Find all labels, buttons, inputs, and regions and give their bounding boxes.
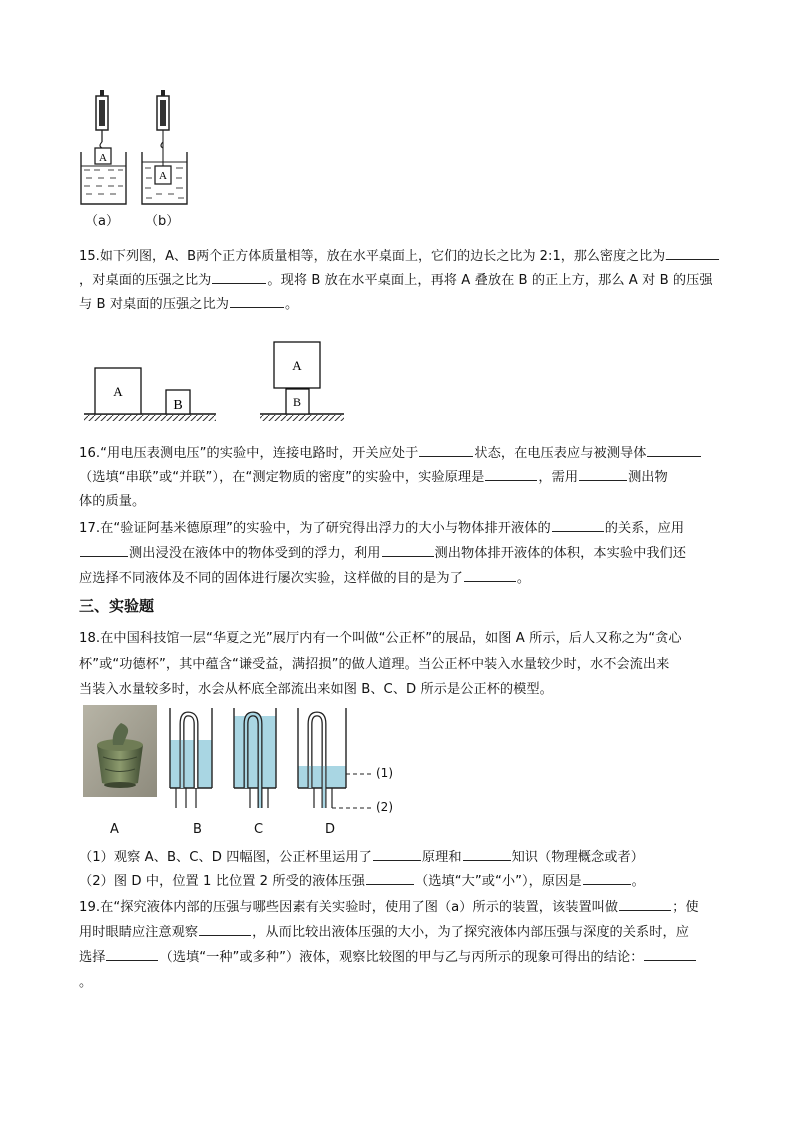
figure-label-a: A <box>110 822 119 837</box>
q15-text: 15.如下列图，A、B两个正方体质量相等，放在水平桌面上，它们的边长之比为 2:1，那么密度之比为 <box>79 249 666 264</box>
answer-blank[interactable] <box>666 247 719 260</box>
q15-text: ，对桌面的压强之比为 <box>79 273 212 288</box>
q16-text: 状态，在电压表应与被测导体 <box>474 446 647 461</box>
answer-blank[interactable] <box>382 544 434 557</box>
figure-label-b: B <box>193 822 202 837</box>
cup-model-d <box>298 708 372 808</box>
ground-right <box>260 414 344 421</box>
q15-text: 与 B 对桌面的压强之比为 <box>79 297 229 312</box>
q17-text: 17.在“验证阿基米德原理”的实验中，为了研究得出浮力的大小与物体排开液体的 <box>79 521 551 536</box>
cup-model-b <box>170 708 212 808</box>
answer-blank[interactable] <box>552 519 604 532</box>
answer-blank[interactable] <box>579 468 627 481</box>
q18-line-1: 18.在中国科技馆一层“华夏之光”展厅内有一个叫做“公正杯”的展品，如图 A 所示，后人又称之为“贪心 <box>79 631 682 646</box>
spring-scale-b <box>157 90 169 166</box>
q17-text: 应选择不同液体及不同的固体进行屡次实验，这样做的目的是为了 <box>79 571 463 586</box>
cube-b-label: B <box>292 395 302 409</box>
q19-text: 19.在“探究液体内部的压强与哪些因素有关实验时，使用了图（a）所示的装置，该装置叫做 <box>79 900 619 915</box>
cubes-figure <box>82 338 344 428</box>
q15-line-1 <box>79 247 720 267</box>
q18-text: 原理和 <box>421 850 462 865</box>
q18-text: （选填“大”或“小”），原因是 <box>415 874 582 889</box>
q18-text: （1）观察 A、B、C、D 四幅图，公正杯里运用了 <box>79 850 372 865</box>
cube-a-label: A <box>113 384 123 399</box>
q16-line-3 <box>79 492 145 512</box>
spring-scale-a <box>96 90 108 148</box>
q19-text: （选填“一种”或多种”）液体，观察比较图的甲与乙与丙所示的现象可得出的结论： <box>159 950 644 965</box>
section-heading: 三、实验题 <box>79 597 155 615</box>
svg-text:A: A <box>99 152 107 164</box>
q17-line-1 <box>79 519 684 539</box>
q19-text: 用时眼睛应注意观察 <box>79 925 199 940</box>
q15-text: 。现将 B 放在水平桌面上，再将 A 叠放在 B 的正上方，那么 A 对 B 的压强 <box>267 273 713 288</box>
q15-line-3 <box>79 295 298 315</box>
answer-blank[interactable] <box>366 872 414 885</box>
q19-line-1 <box>79 898 699 918</box>
figure-label-b: （b） <box>145 214 180 229</box>
figure-label-c: C <box>254 822 264 837</box>
position-1-label: (1) <box>376 766 393 780</box>
q17-text: 。 <box>516 571 531 586</box>
answer-blank[interactable] <box>373 848 421 861</box>
answer-blank[interactable] <box>463 848 511 861</box>
q17-text: 测出物体排开液体的体积，本实验中我们还 <box>434 546 687 561</box>
q16-text: 体的质量。 <box>79 494 146 509</box>
q16-line-2 <box>79 468 668 488</box>
answer-blank[interactable] <box>644 948 696 961</box>
q17-text: 的关系，应用 <box>604 521 685 536</box>
answer-blank[interactable] <box>485 468 537 481</box>
figure-label-d: D <box>325 822 336 837</box>
answer-blank[interactable] <box>464 569 516 582</box>
q16-line-1 <box>79 444 702 464</box>
q19-line-3 <box>79 948 697 968</box>
answer-blank[interactable] <box>647 444 701 457</box>
answer-blank[interactable] <box>230 295 284 308</box>
spring-scale-figure <box>76 86 206 214</box>
beaker-a <box>81 148 126 204</box>
svg-text:A: A <box>159 170 167 182</box>
q17-line-2 <box>79 544 686 564</box>
answer-blank[interactable] <box>199 923 251 936</box>
q19-text: ；使 <box>672 900 699 915</box>
q19-text: ，从而比较出液体压强的大小，为了探究液体内部压强与深度的关系时，应 <box>252 925 689 940</box>
q18-sub-1 <box>79 848 644 868</box>
cube-a-label: A <box>292 358 302 373</box>
q17-text: 测出浸没在液体中的物体受到的浮力，利用 <box>129 546 381 561</box>
answer-blank[interactable] <box>106 948 158 961</box>
q18-text: 知识（物理概念或者） <box>511 850 644 865</box>
answer-blank[interactable] <box>80 544 128 557</box>
answer-blank[interactable] <box>619 898 671 911</box>
q16-text: （选填“串联”或“并联”），在“测定物质的密度”的实验中，实验原理是 <box>79 470 485 485</box>
answer-blank[interactable] <box>583 872 631 885</box>
q18-line-3: 当装入水量较多时，水会从杯底全部流出来如图 B、C、D 所示是公正杯的模型。 <box>79 682 553 697</box>
q18-text: （2）图 D 中，位置 1 比位置 2 所受的液体压强 <box>79 874 366 889</box>
answer-blank[interactable] <box>212 271 266 284</box>
q18-sub-2 <box>79 872 645 892</box>
q15-text: 。 <box>284 297 299 312</box>
q17-line-3 <box>79 569 530 589</box>
ground-left <box>84 414 216 421</box>
q19-line-2 <box>79 923 689 943</box>
q18-text: 。 <box>631 874 645 889</box>
fair-cup-photo <box>83 705 157 797</box>
answer-blank[interactable] <box>419 444 473 457</box>
position-2-label: (2) <box>376 800 393 814</box>
q15-line-2 <box>79 271 713 291</box>
q19-text: 选择 <box>79 950 106 965</box>
q16-text: 测出物 <box>628 470 668 485</box>
cup-model-c <box>234 708 276 808</box>
cup-models-figure <box>164 708 404 818</box>
beaker-b <box>142 152 187 204</box>
figure-label-a: （a） <box>85 214 119 229</box>
q16-text: ，需用 <box>538 470 579 485</box>
q18-line-2: 杯”或“功德杯”，其中蕴含“谦受益，满招损”的做人道理。当公正杯中装入水量较少时，水不会流出来 <box>79 657 670 672</box>
cube-b-label: B <box>173 398 183 413</box>
q16-text: 16.“用电压表测电压”的实验中，连接电路时，开关应处于 <box>79 446 419 461</box>
q19-line-4: 。 <box>79 975 93 990</box>
